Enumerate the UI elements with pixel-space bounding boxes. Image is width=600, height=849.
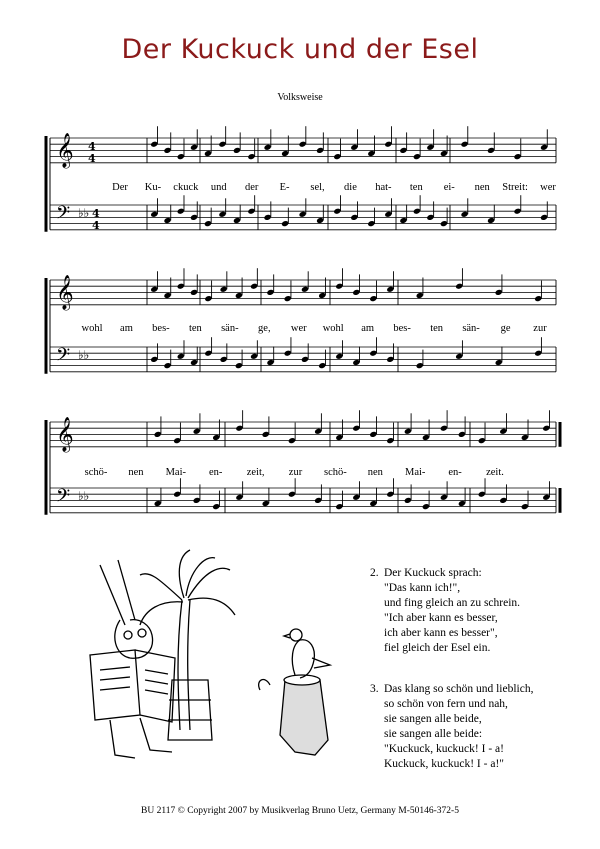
lyric-syllable: ei- — [443, 182, 455, 193]
time-signature: 4 — [88, 140, 96, 153]
lyric-syllable: en- — [208, 467, 223, 478]
copyright-footer: BU 2117 © Copyright 2007 by Musikverlag Bruno Uetz, Germany M-50146-372-5 — [141, 806, 459, 816]
bass-clef-icon: 𝄢 — [56, 203, 71, 228]
lyric-syllable: ten — [409, 182, 423, 193]
lyric-syllable: ge, — [258, 323, 271, 334]
lyric-syllable: hat- — [375, 182, 392, 193]
lyric-syllable: ckuck — [173, 182, 199, 193]
lyric-syllable: nen — [128, 467, 144, 478]
verse-2-number: 2. — [370, 567, 379, 579]
verse-2-line: "Ich aber kann es besser, — [384, 612, 498, 624]
lyric-syllable: Mai- — [404, 467, 426, 478]
verse-3 — [370, 682, 533, 772]
verse-2-line: Der Kuckuck sprach: — [384, 567, 482, 579]
lyric-syllable: wer — [540, 182, 556, 193]
lyric-syllable: wer — [290, 323, 307, 334]
bass-clef-icon: 𝄢 — [56, 345, 71, 370]
lyric-syllable: wohl — [322, 323, 344, 334]
time-signature: 4 — [88, 152, 96, 165]
page-title: Der Kuckuck und der Esel — [121, 34, 479, 65]
lyric-syllable: wohl — [81, 323, 103, 334]
lyric-syllable: der — [244, 182, 259, 193]
composer-credit: Volksweise — [277, 92, 323, 103]
lyric-syllable: sel, — [310, 182, 325, 193]
lyric-syllable: am — [120, 323, 133, 334]
lyric-syllable: Mai- — [165, 467, 187, 478]
key-signature-flats: ♭♭ — [78, 348, 90, 362]
lyric-syllable: Ku- — [144, 182, 162, 193]
lyric-syllable: zeit. — [486, 467, 504, 478]
treble-clef-icon: 𝄞 — [56, 417, 74, 452]
verse-3-line: so schön von fern und nah, — [384, 698, 508, 710]
verse-2-line: und fing gleich an zu schrein. — [384, 597, 521, 609]
verse-3-line: Das klang so schön und lieblich, — [384, 683, 534, 695]
lyric-syllable: schö- — [84, 467, 108, 478]
lyric-syllable: nen — [367, 467, 383, 478]
lyric-syllable: zeit, — [246, 467, 265, 478]
verse-2-line: fiel gleich der Esel ein. — [384, 642, 491, 654]
lyric-syllable: ge — [500, 323, 511, 334]
lyric-syllable: und — [210, 182, 227, 193]
lyric-syllable: zur — [533, 323, 547, 334]
donkey-cuckoo-illustration — [80, 540, 360, 790]
lyric-syllable: E- — [279, 182, 290, 193]
verse-3-number: 3. — [370, 683, 379, 695]
lyric-syllable: sän- — [221, 323, 239, 334]
lyric-syllable: zur — [288, 467, 303, 478]
key-signature-flats: ♭♭ — [78, 489, 90, 503]
treble-clef-icon: 𝄞 — [56, 275, 74, 310]
lyric-syllable: en- — [448, 467, 462, 478]
time-signature: 4 — [92, 219, 100, 232]
lyric-syllable: Streit: — [502, 182, 528, 193]
lyric-syllable: Der — [112, 182, 128, 193]
lyric-syllable: ten — [430, 323, 444, 334]
verse-3-line: sie sangen alle beide: — [384, 728, 483, 740]
lyric-syllable: sän- — [462, 323, 480, 334]
verse-2-line: "Das kann ich!", — [384, 582, 461, 594]
lyric-syllable: bes- — [393, 323, 411, 334]
key-signature-flats: ♭♭ — [78, 206, 90, 220]
lyric-syllable: nen — [474, 182, 490, 193]
verse-3-line: sie sangen alle beide, — [384, 713, 482, 725]
lyric-syllable: bes- — [152, 323, 170, 334]
lyric-syllable: am — [361, 323, 375, 334]
verse-2-line: ich aber kann es besser", — [384, 627, 498, 639]
lyric-syllable: die — [344, 182, 357, 193]
time-signature: 4 — [92, 207, 100, 220]
verse-3-line: "Kuckuck, kuckuck! I - a! — [384, 743, 504, 755]
treble-clef-icon: 𝄞 — [56, 133, 74, 168]
lyric-syllable: ten — [188, 323, 202, 334]
verse-3-line: Kuckuck, kuckuck! I - a!" — [384, 758, 504, 770]
bass-clef-icon: 𝄢 — [56, 486, 71, 511]
verse-2 — [370, 566, 520, 656]
lyric-syllable: schö- — [324, 467, 347, 478]
